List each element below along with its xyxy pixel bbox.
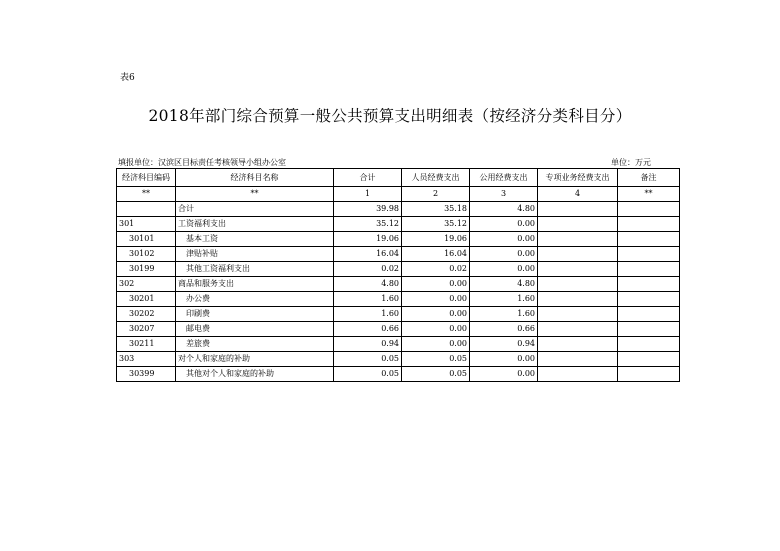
cell-name: 其他对个人和家庭的补助	[176, 367, 334, 382]
cell-personnel: 0.00	[402, 277, 470, 292]
cell-note	[618, 262, 680, 277]
table-header-row	[117, 169, 680, 187]
header-total: 合计	[334, 169, 402, 187]
index-cell: 3	[470, 187, 538, 202]
cell-name: 印刷费	[176, 307, 334, 322]
cell-code: 30202	[117, 307, 176, 322]
cell-total: 39.98	[334, 202, 402, 217]
cell-personnel: 35.12	[402, 217, 470, 232]
cell-public: 1.60	[470, 292, 538, 307]
cell-code: 30399	[117, 367, 176, 382]
cell-personnel: 19.06	[402, 232, 470, 247]
cell-personnel: 0.02	[402, 262, 470, 277]
table-row	[117, 322, 680, 337]
table-body	[117, 202, 680, 382]
cell-special	[538, 217, 618, 232]
cell-public: 0.66	[470, 322, 538, 337]
cell-personnel: 0.00	[402, 292, 470, 307]
cell-name: 工资福利支出	[176, 217, 334, 232]
cell-name: 合计	[176, 202, 334, 217]
cell-special	[538, 367, 618, 382]
table-row	[117, 202, 680, 217]
cell-personnel: 0.00	[402, 322, 470, 337]
cell-public: 0.00	[470, 247, 538, 262]
cell-public: 1.60	[470, 307, 538, 322]
cell-total: 16.04	[334, 247, 402, 262]
cell-note	[618, 202, 680, 217]
header-personnel: 人员经费支出	[402, 169, 470, 187]
cell-total: 4.80	[334, 277, 402, 292]
cell-special	[538, 202, 618, 217]
cell-name: 邮电费	[176, 322, 334, 337]
cell-special	[538, 292, 618, 307]
cell-name: 办公费	[176, 292, 334, 307]
cell-public: 4.80	[470, 202, 538, 217]
cell-total: 0.66	[334, 322, 402, 337]
cell-total: 1.60	[334, 292, 402, 307]
table-row	[117, 262, 680, 277]
cell-name: 商品和服务支出	[176, 277, 334, 292]
cell-special	[538, 307, 618, 322]
cell-public: 0.00	[470, 217, 538, 232]
budget-table	[116, 168, 680, 382]
header-special: 专项业务经费支出	[538, 169, 618, 187]
table-index-row	[117, 187, 680, 202]
cell-code: 30101	[117, 232, 176, 247]
cell-total: 1.60	[334, 307, 402, 322]
cell-special	[538, 247, 618, 262]
cell-special	[538, 352, 618, 367]
header-name: 经济科目名称	[176, 169, 334, 187]
index-cell: 1	[334, 187, 402, 202]
cell-public: 0.00	[470, 352, 538, 367]
header-public: 公用经费支出	[470, 169, 538, 187]
cell-note	[618, 232, 680, 247]
cell-code: 30102	[117, 247, 176, 262]
cell-note	[618, 307, 680, 322]
cell-special	[538, 232, 618, 247]
table-row	[117, 247, 680, 262]
cell-name: 对个人和家庭的补助	[176, 352, 334, 367]
page-title: 2018年部门综合预算一般公共预算支出明细表（按经济分类科目分）	[148, 107, 632, 125]
cell-special	[538, 262, 618, 277]
table-row	[117, 307, 680, 322]
table-row	[117, 337, 680, 352]
cell-public: 0.00	[470, 262, 538, 277]
cell-total: 0.05	[334, 367, 402, 382]
cell-note	[618, 367, 680, 382]
cell-public: 0.00	[470, 232, 538, 247]
cell-code: 302	[117, 277, 176, 292]
page-label: 表6	[120, 73, 135, 83]
cell-name: 津贴补贴	[176, 247, 334, 262]
cell-personnel: 0.05	[402, 367, 470, 382]
cell-note	[618, 217, 680, 232]
cell-code: 303	[117, 352, 176, 367]
table-row	[117, 217, 680, 232]
cell-personnel: 0.00	[402, 337, 470, 352]
cell-special	[538, 277, 618, 292]
table-row	[117, 292, 680, 307]
cell-total: 0.05	[334, 352, 402, 367]
index-cell: 4	[538, 187, 618, 202]
table-row	[117, 277, 680, 292]
cell-code	[117, 202, 176, 217]
table-row	[117, 352, 680, 367]
cell-personnel: 0.00	[402, 307, 470, 322]
cell-total: 35.12	[334, 217, 402, 232]
cell-note	[618, 322, 680, 337]
cell-total: 0.94	[334, 337, 402, 352]
cell-note	[618, 292, 680, 307]
cell-name: 基本工资	[176, 232, 334, 247]
filler-unit-label: 填报单位：汉滨区目标责任考核领导小组办公室	[118, 158, 286, 167]
cell-note	[618, 337, 680, 352]
cell-total: 0.02	[334, 262, 402, 277]
cell-personnel: 0.05	[402, 352, 470, 367]
cell-code: 30199	[117, 262, 176, 277]
cell-personnel: 16.04	[402, 247, 470, 262]
cell-note	[618, 247, 680, 262]
index-cell: **	[117, 187, 176, 202]
cell-code: 30211	[117, 337, 176, 352]
index-cell: **	[176, 187, 334, 202]
cell-code: 301	[117, 217, 176, 232]
cell-public: 4.80	[470, 277, 538, 292]
cell-total: 19.06	[334, 232, 402, 247]
index-cell: 2	[402, 187, 470, 202]
cell-code: 30207	[117, 322, 176, 337]
cell-name: 差旅费	[176, 337, 334, 352]
cell-public: 0.94	[470, 337, 538, 352]
index-cell: **	[618, 187, 680, 202]
table-row	[117, 367, 680, 382]
cell-special	[538, 322, 618, 337]
cell-special	[538, 337, 618, 352]
currency-unit-label: 单位：万元	[611, 158, 651, 167]
cell-public: 0.00	[470, 367, 538, 382]
header-note: 备注	[618, 169, 680, 187]
cell-note	[618, 277, 680, 292]
table-row	[117, 232, 680, 247]
cell-note	[618, 352, 680, 367]
cell-name: 其他工资福利支出	[176, 262, 334, 277]
cell-personnel: 35.18	[402, 202, 470, 217]
header-code: 经济科目编码	[117, 169, 176, 187]
cell-code: 30201	[117, 292, 176, 307]
